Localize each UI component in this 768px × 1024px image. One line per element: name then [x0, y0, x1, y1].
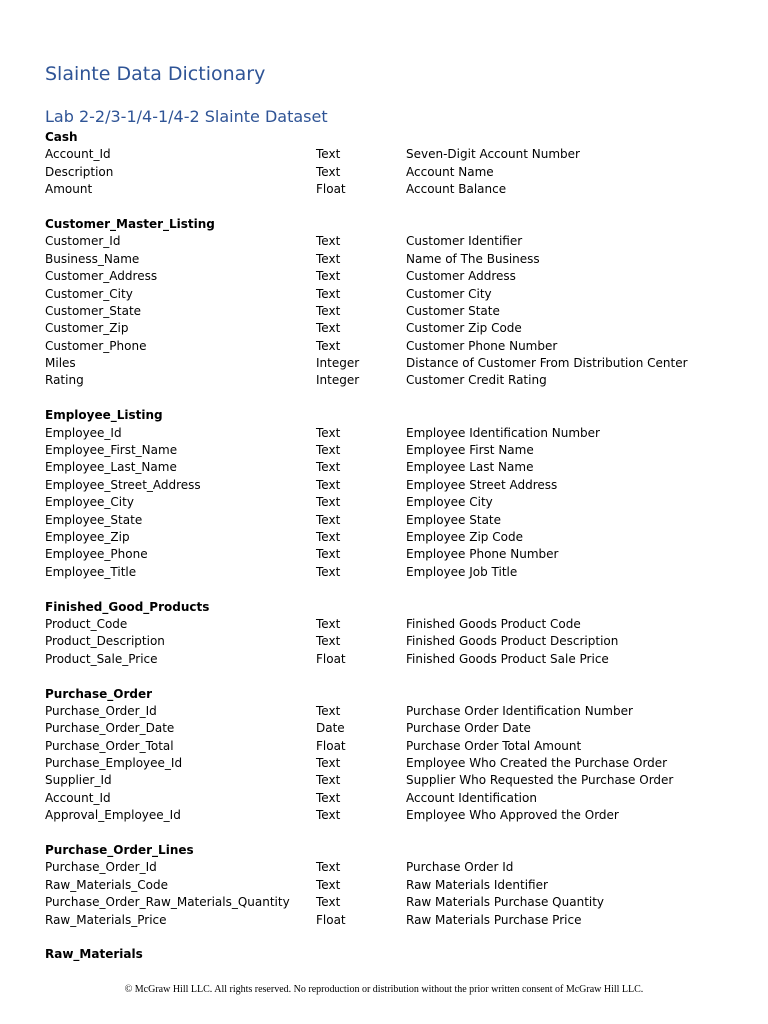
- field-name: Supplier_Id: [45, 773, 112, 788]
- field-name: Description: [45, 164, 114, 179]
- field-description: Customer Phone Number: [406, 338, 558, 353]
- field-description: Customer Identifier: [406, 234, 523, 249]
- field-type: Text: [316, 703, 341, 718]
- field-description: Account Balance: [406, 182, 507, 197]
- data-dictionary-sections: [45, 129, 745, 981]
- field-row: [45, 512, 745, 529]
- field-description: Customer State: [406, 303, 500, 318]
- field-description: Raw Materials Identifier: [406, 877, 548, 892]
- field-description: Distance of Customer From Distribution Center: [406, 356, 688, 371]
- field-type: Text: [316, 321, 341, 336]
- field-type: Text: [316, 860, 341, 875]
- field-name: Purchase_Order_Total: [45, 738, 174, 753]
- table-name-heading: Raw_Materials: [45, 947, 143, 962]
- field-type: Text: [316, 773, 341, 788]
- field-row: [45, 477, 745, 494]
- field-type: Text: [316, 286, 341, 301]
- field-row: [45, 442, 745, 459]
- table-section: [45, 946, 745, 963]
- field-row: [45, 912, 745, 929]
- field-description: Employee Identification Number: [406, 425, 600, 440]
- field-type: Integer: [316, 356, 360, 371]
- field-row: [45, 807, 745, 824]
- table-section: [45, 407, 745, 581]
- field-name: Purchase_Employee_Id: [45, 756, 183, 771]
- copyright-footer: © McGraw Hill LLC. All rights reserved. No reproduction or distribution without the prior written consent of McGraw Hill LLC.: [124, 984, 644, 995]
- field-type: Text: [316, 425, 341, 440]
- field-type: Text: [316, 564, 341, 579]
- field-type: Text: [316, 877, 341, 892]
- field-description: Seven-Digit Account Number: [406, 147, 580, 162]
- field-row: [45, 772, 745, 789]
- field-type: Text: [316, 512, 341, 527]
- field-type: Text: [316, 234, 341, 249]
- field-description: Purchase Order Date: [406, 721, 531, 736]
- field-name: Product_Sale_Price: [45, 651, 158, 666]
- field-name: Amount: [45, 182, 93, 197]
- field-name: Employee_Last_Name: [45, 460, 177, 475]
- field-description: Customer Zip Code: [406, 321, 522, 336]
- field-name: Customer_State: [45, 303, 142, 318]
- field-name: Employee_Id: [45, 425, 122, 440]
- field-type: Text: [316, 495, 341, 510]
- field-description: Customer Credit Rating: [406, 373, 547, 388]
- field-type: Integer: [316, 373, 360, 388]
- table-section: [45, 686, 745, 825]
- page-subtitle: Lab 2-2/3-1/4-1/4-2 Slainte Dataset: [45, 107, 328, 126]
- field-name: Employee_City: [45, 495, 134, 510]
- field-name: Account_Id: [45, 790, 111, 805]
- field-name: Miles: [45, 356, 76, 371]
- field-type: Float: [316, 182, 346, 197]
- field-description: Employee Job Title: [406, 564, 518, 579]
- field-description: Supplier Who Requested the Purchase Order: [406, 773, 674, 788]
- field-name: Purchase_Order_Raw_Materials_Quantity: [45, 895, 290, 910]
- field-type: Float: [316, 912, 346, 927]
- field-row: [45, 146, 745, 163]
- field-name: Customer_City: [45, 286, 133, 301]
- table-section: [45, 216, 745, 390]
- field-description: Customer Address: [406, 269, 516, 284]
- field-row: [45, 529, 745, 546]
- field-name: Account_Id: [45, 147, 111, 162]
- field-row: [45, 320, 745, 337]
- field-description: Name of The Business: [406, 251, 540, 266]
- field-name: Customer_Zip: [45, 321, 129, 336]
- field-row: [45, 755, 745, 772]
- field-row: [45, 720, 745, 737]
- field-name: Business_Name: [45, 251, 140, 266]
- field-row: [45, 303, 745, 320]
- field-description: Employee Phone Number: [406, 547, 559, 562]
- field-row: [45, 494, 745, 511]
- field-row: [45, 286, 745, 303]
- field-row: [45, 268, 745, 285]
- field-type: Text: [316, 529, 341, 544]
- field-description: Raw Materials Purchase Price: [406, 912, 582, 927]
- field-type: Text: [316, 147, 341, 162]
- table-section: [45, 842, 745, 929]
- field-type: Text: [316, 616, 341, 631]
- field-type: Text: [316, 477, 341, 492]
- field-type: Text: [316, 460, 341, 475]
- field-description: Employee Street Address: [406, 477, 558, 492]
- table-section: [45, 599, 745, 669]
- field-description: Purchase Order Id: [406, 860, 514, 875]
- field-description: Account Identification: [406, 790, 537, 805]
- field-name: Purchase_Order_Date: [45, 721, 175, 736]
- field-type: Date: [316, 721, 345, 736]
- field-description: Customer City: [406, 286, 492, 301]
- table-name-heading: Finished_Good_Products: [45, 599, 210, 614]
- field-row: [45, 251, 745, 268]
- field-type: Text: [316, 756, 341, 771]
- page-title: Slainte Data Dictionary: [45, 63, 266, 85]
- field-description: Finished Goods Product Code: [406, 616, 581, 631]
- field-description: Account Name: [406, 164, 494, 179]
- field-row: [45, 372, 745, 389]
- table-name-heading: Customer_Master_Listing: [45, 216, 215, 231]
- field-name: Employee_Zip: [45, 529, 130, 544]
- field-row: [45, 164, 745, 181]
- field-type: Text: [316, 634, 341, 649]
- field-type: Text: [316, 164, 341, 179]
- field-row: [45, 894, 745, 911]
- field-type: Text: [316, 547, 341, 562]
- field-type: Text: [316, 808, 341, 823]
- field-row: [45, 859, 745, 876]
- field-row: [45, 703, 745, 720]
- field-name: Employee_Title: [45, 564, 137, 579]
- field-row: [45, 181, 745, 198]
- field-description: Purchase Order Identification Number: [406, 703, 633, 718]
- field-row: [45, 633, 745, 650]
- field-description: Finished Goods Product Description: [406, 634, 619, 649]
- field-row: [45, 738, 745, 755]
- field-row: [45, 546, 745, 563]
- field-name: Employee_Street_Address: [45, 477, 201, 492]
- field-description: Employee Who Created the Purchase Order: [406, 756, 668, 771]
- field-row: [45, 425, 745, 442]
- field-name: Purchase_Order_Id: [45, 703, 157, 718]
- field-description: Employee First Name: [406, 443, 534, 458]
- field-name: Employee_Phone: [45, 547, 148, 562]
- field-name: Approval_Employee_Id: [45, 808, 181, 823]
- field-name: Product_Code: [45, 616, 128, 631]
- field-description: Employee Who Approved the Order: [406, 808, 619, 823]
- table-name-heading: Employee_Listing: [45, 408, 163, 423]
- field-name: Product_Description: [45, 634, 165, 649]
- field-row: [45, 651, 745, 668]
- field-type: Text: [316, 790, 341, 805]
- field-name: Customer_Address: [45, 269, 158, 284]
- field-type: Text: [316, 443, 341, 458]
- field-type: Text: [316, 269, 341, 284]
- field-description: Finished Goods Product Sale Price: [406, 651, 609, 666]
- field-description: Employee City: [406, 495, 493, 510]
- field-name: Employee_State: [45, 512, 143, 527]
- field-type: Text: [316, 303, 341, 318]
- table-name-heading: Purchase_Order: [45, 686, 153, 701]
- field-name: Customer_Phone: [45, 338, 147, 353]
- field-name: Rating: [45, 373, 84, 388]
- field-type: Float: [316, 651, 346, 666]
- table-name-heading: Cash: [45, 130, 78, 144]
- field-row: [45, 338, 745, 355]
- field-description: Employee Last Name: [406, 460, 534, 475]
- table-section: [45, 129, 745, 199]
- field-description: Raw Materials Purchase Quantity: [406, 895, 605, 910]
- field-row: [45, 233, 745, 250]
- field-row: [45, 564, 745, 581]
- field-type: Text: [316, 338, 341, 353]
- field-name: Customer_Id: [45, 234, 121, 249]
- field-row: [45, 355, 745, 372]
- field-row: [45, 877, 745, 894]
- field-name: Employee_First_Name: [45, 443, 178, 458]
- field-name: Purchase_Order_Id: [45, 860, 157, 875]
- field-type: Text: [316, 251, 341, 266]
- field-row: [45, 459, 745, 476]
- table-name-heading: Purchase_Order_Lines: [45, 843, 194, 858]
- field-description: Employee Zip Code: [406, 529, 523, 544]
- field-type: Float: [316, 738, 346, 753]
- field-description: Employee State: [406, 512, 502, 527]
- field-type: Text: [316, 895, 341, 910]
- field-name: Raw_Materials_Code: [45, 877, 168, 892]
- field-row: [45, 616, 745, 633]
- field-row: [45, 790, 745, 807]
- field-name: Raw_Materials_Price: [45, 912, 167, 927]
- field-description: Purchase Order Total Amount: [406, 738, 582, 753]
